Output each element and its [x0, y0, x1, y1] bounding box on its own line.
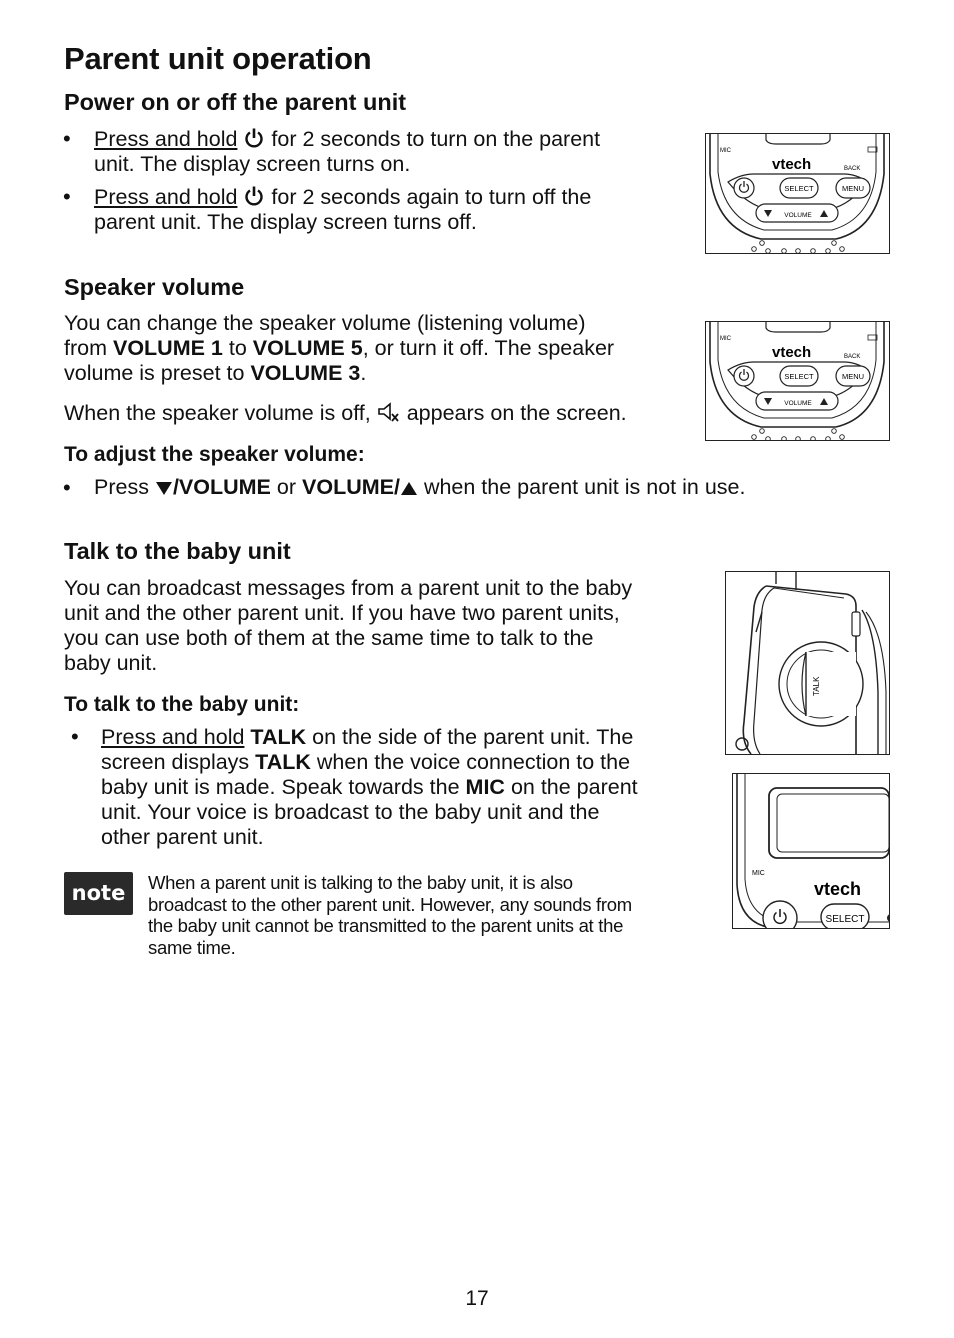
talk-paragraph: You can broadcast messages from a parent unit to the baby unit and the other parent unit. If you have two parent units, you can use both of them at the same time to talk to the baby unit. [64, 576, 633, 675]
brand-logo: vtech [772, 156, 812, 173]
triangle-up-icon [400, 480, 418, 496]
press-and-hold-link: Press and hold [94, 127, 238, 151]
press-and-hold-link: Press and hold [94, 185, 238, 209]
note-text: When a parent unit is talking to the baby unit, it is also broadcast to the other parent unit. However, any sounds from the baby unit cannot be transmitted to the parent units at the same time. [148, 872, 632, 958]
back-label: BACK [844, 166, 861, 172]
mic-label: MIC [720, 336, 731, 342]
parent-unit-keypad-figure-2 [705, 321, 890, 441]
talk-heading: Talk to the baby unit [64, 538, 291, 564]
page-title: Parent unit operation [64, 41, 372, 76]
mic-label: MIC [720, 148, 731, 154]
parent-unit-keypad-figure-1 [705, 133, 890, 254]
note-badge: note [64, 872, 133, 915]
adjust-volume-bullet: Press /VOLUME or VOLUME/ when the parent unit is not in use. [94, 475, 746, 499]
select-label: SELECT [825, 914, 865, 925]
power-bullet-1: Press and hold for 2 seconds to turn on the parent unit. The display screen turns on. [94, 127, 601, 176]
speaker-volume-heading: Speaker volume [64, 274, 245, 300]
volume-label: VOLUME [784, 212, 812, 219]
power-icon [243, 185, 265, 207]
bullet: • [71, 724, 79, 749]
select-label: SELECT [784, 184, 814, 193]
back-label: BACK [844, 354, 861, 360]
bullet: • [63, 126, 71, 151]
talk-bullet: Press and hold TALK on the side of the parent unit. The screen displays TALK when the voice connection to the baby unit is made. Speak towards the MIC on the parent unit. Your voice is broadcast to the baby unit and the other parent unit. [101, 725, 638, 849]
press-and-hold-link: Press and hold [101, 725, 245, 749]
volume-label: VOLUME [784, 400, 812, 407]
bullet: • [63, 475, 71, 500]
brand-logo: vtech [814, 879, 862, 899]
page-number: 17 [465, 1287, 489, 1310]
bullet: • [63, 184, 71, 209]
power-heading: Power on or off the parent unit [64, 89, 407, 115]
speaker-volume-paragraph: You can change the speaker volume (listening volume) from VOLUME 1 to VOLUME 5, or turn it off. The speaker volume is preset to VOLUME 3. [64, 311, 615, 385]
adjust-volume-heading: To adjust the speaker volume: [64, 443, 365, 466]
parent-unit-mic-figure [732, 773, 890, 929]
power-icon [243, 127, 265, 149]
speaker-off-icon [377, 401, 401, 423]
mic-label: MIC [752, 870, 765, 877]
menu-label: MENU [841, 372, 865, 381]
talk-button-label: TALK [812, 676, 821, 696]
menu-label: MENU [841, 184, 865, 193]
brand-logo: vtech [772, 344, 812, 361]
speaker-off-paragraph: When the speaker volume is off, appears on the screen. [64, 401, 627, 425]
power-bullet-2: Press and hold for 2 seconds again to turn off the parent unit. The display screen turns off. [94, 185, 592, 234]
triangle-down-icon [155, 480, 173, 496]
parent-unit-side-talk-figure [725, 571, 890, 755]
talk-sub-heading: To talk to the baby unit: [64, 693, 300, 716]
select-label: SELECT [784, 372, 814, 381]
